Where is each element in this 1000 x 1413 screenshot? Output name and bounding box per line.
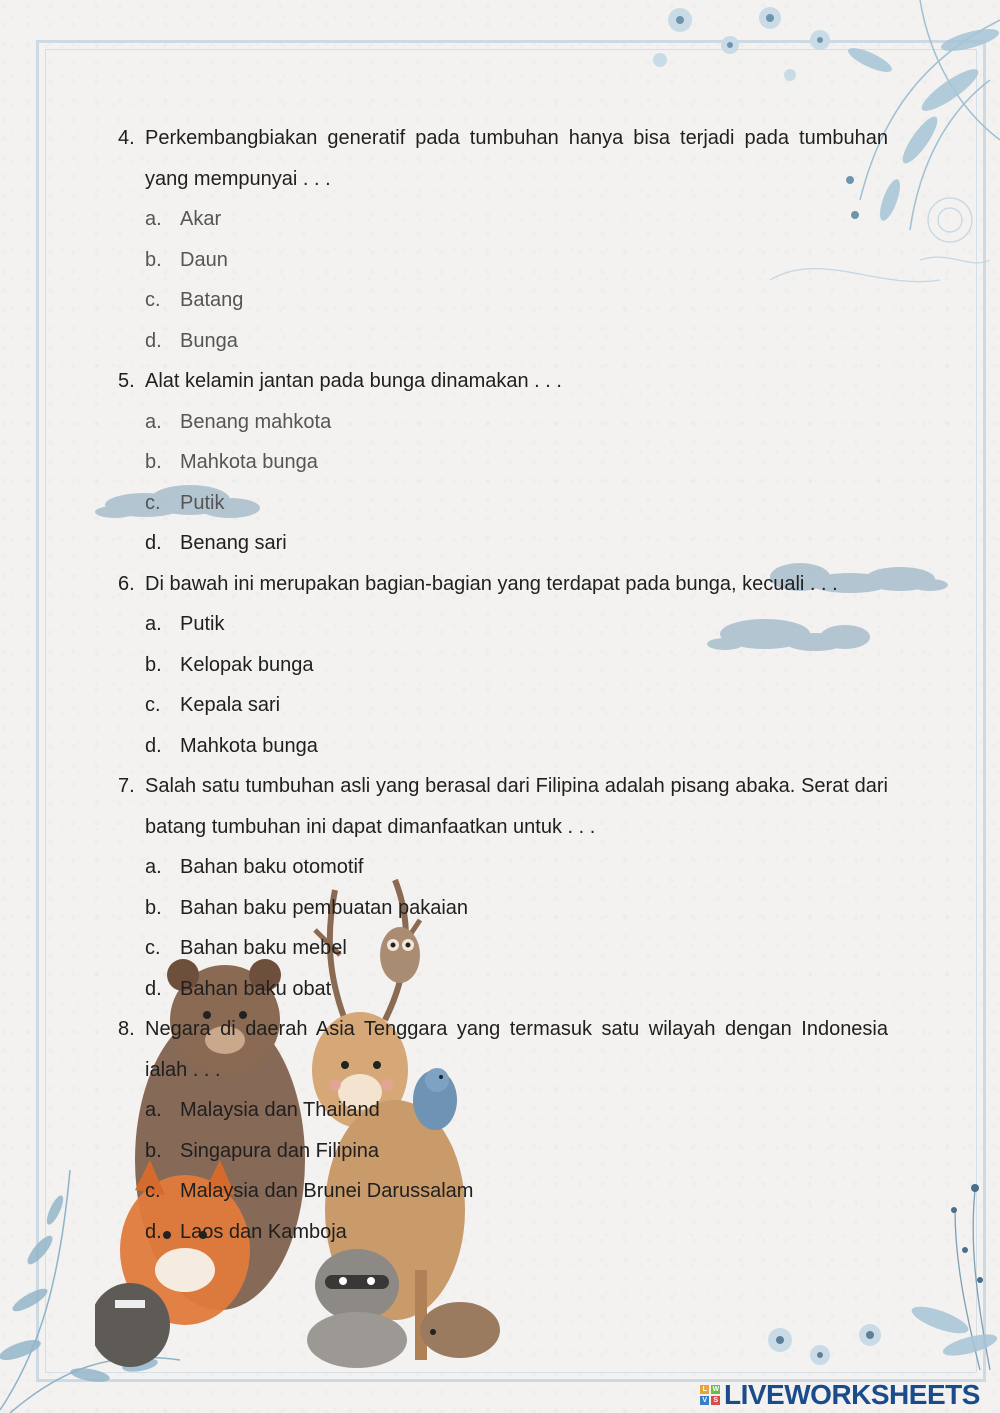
answer-option-b[interactable] — [118, 442, 888, 483]
option-text: Putik — [180, 613, 225, 635]
answer-option-b[interactable] — [118, 888, 888, 929]
questions-content — [118, 118, 888, 1252]
answer-option-a[interactable] — [118, 604, 888, 645]
option-letter: d. — [145, 734, 162, 757]
answer-option-b[interactable] — [118, 240, 888, 281]
question-6 — [118, 564, 888, 767]
option-letter: c. — [145, 491, 161, 514]
question-text: Alat kelamin jantan pada bunga dinamakan . . . — [145, 370, 562, 392]
question-stem — [118, 118, 888, 199]
question-number: 8. — [118, 1018, 135, 1040]
option-letter: d. — [145, 329, 162, 352]
question-number: 7. — [118, 775, 135, 797]
option-letter: b. — [145, 653, 162, 676]
option-text: Batang — [180, 289, 244, 311]
question-4 — [118, 118, 888, 361]
brand-text: LIVEWORKSHEETS — [724, 1379, 980, 1410]
question-text: Salah satu tumbuhan asli yang berasal dari Filipina adalah pisang abaka. Serat dari batang tumbuhan ini dapat dimanfaatkan untuk . . . — [145, 775, 888, 838]
option-text: Mahkota bunga — [180, 734, 318, 757]
option-text: Malaysia dan Thailand — [180, 1099, 380, 1121]
option-text: Bahan baku mebel — [180, 937, 347, 959]
option-text: Benang mahkota — [180, 410, 332, 433]
option-text: Bahan baku pembuatan pakaian — [180, 896, 469, 919]
option-letter: d. — [145, 532, 162, 554]
option-letter: b. — [145, 248, 162, 271]
question-stem — [118, 361, 888, 402]
question-stem — [118, 1009, 888, 1090]
option-letter: a. — [145, 613, 162, 635]
option-letter: a. — [145, 410, 162, 433]
question-8 — [118, 1009, 888, 1252]
answer-option-b[interactable] — [118, 645, 888, 686]
option-text: Putik — [180, 491, 225, 514]
option-letter: d. — [145, 977, 162, 1000]
option-letter: a. — [145, 1099, 162, 1121]
option-text: Akar — [180, 208, 222, 230]
answer-option-c[interactable] — [118, 280, 888, 321]
question-5 — [118, 361, 888, 564]
option-letter: b. — [145, 451, 162, 473]
answer-option-a[interactable] — [118, 1090, 888, 1131]
answer-option-d[interactable] — [118, 523, 888, 564]
liveworksheets-logo-icon: L W V S — [700, 1385, 720, 1405]
answer-option-a[interactable] — [118, 847, 888, 888]
option-letter: a. — [145, 208, 162, 230]
option-text: Singapura dan Filipina — [180, 1139, 380, 1162]
option-letter: c. — [145, 1180, 161, 1202]
answer-option-c[interactable] — [118, 1171, 888, 1212]
option-letter: a. — [145, 856, 162, 878]
option-text: Malaysia dan Brunei Darussalam — [180, 1180, 474, 1202]
question-text: Negara di daerah Asia Tenggara yang termasuk satu wilayah dengan Indonesia ialah . . . — [145, 1018, 888, 1081]
answer-option-c[interactable] — [118, 483, 888, 524]
option-text: Laos dan Kamboja — [180, 1220, 347, 1243]
question-text: Perkembangbiakan generatif pada tumbuhan hanya bisa terjadi pada tumbuhan yang mempunyai . . . — [145, 127, 888, 190]
option-letter: c. — [145, 694, 161, 716]
option-text: Daun — [180, 248, 228, 271]
answer-option-c[interactable] — [118, 928, 888, 969]
question-stem — [118, 766, 888, 847]
question-7 — [118, 766, 888, 1009]
question-number: 5. — [118, 370, 135, 392]
hedgehog-illustration — [420, 1302, 500, 1358]
option-text: Mahkota bunga — [180, 451, 318, 473]
option-letter: c. — [145, 937, 161, 959]
option-text: Kelopak bunga — [180, 653, 314, 676]
option-letter: b. — [145, 1139, 162, 1162]
answer-option-a[interactable] — [118, 199, 888, 240]
question-number: 6. — [118, 572, 135, 595]
answer-option-d[interactable] — [118, 726, 888, 767]
answer-option-b[interactable] — [118, 1131, 888, 1172]
option-text: Bahan baku otomotif — [180, 856, 364, 878]
option-text: Bahan baku obat — [180, 977, 332, 1000]
option-letter: b. — [145, 896, 162, 919]
question-stem — [118, 564, 888, 605]
answer-option-a[interactable] — [118, 402, 888, 443]
option-letter: c. — [145, 289, 161, 311]
answer-option-d[interactable] — [118, 1212, 888, 1253]
liveworksheets-brand — [700, 1378, 980, 1412]
question-text: Di bawah ini merupakan bagian-bagian yang terdapat pada bunga, kecuali . . . — [145, 572, 838, 595]
answer-option-d[interactable] — [118, 321, 888, 362]
answer-option-c[interactable] — [118, 685, 888, 726]
option-text: Kepala sari — [180, 694, 281, 716]
option-letter: d. — [145, 1220, 162, 1243]
option-text: Bunga — [180, 329, 238, 352]
answer-option-d[interactable] — [118, 969, 888, 1010]
question-number: 4. — [118, 127, 135, 149]
option-text: Benang sari — [180, 532, 287, 554]
